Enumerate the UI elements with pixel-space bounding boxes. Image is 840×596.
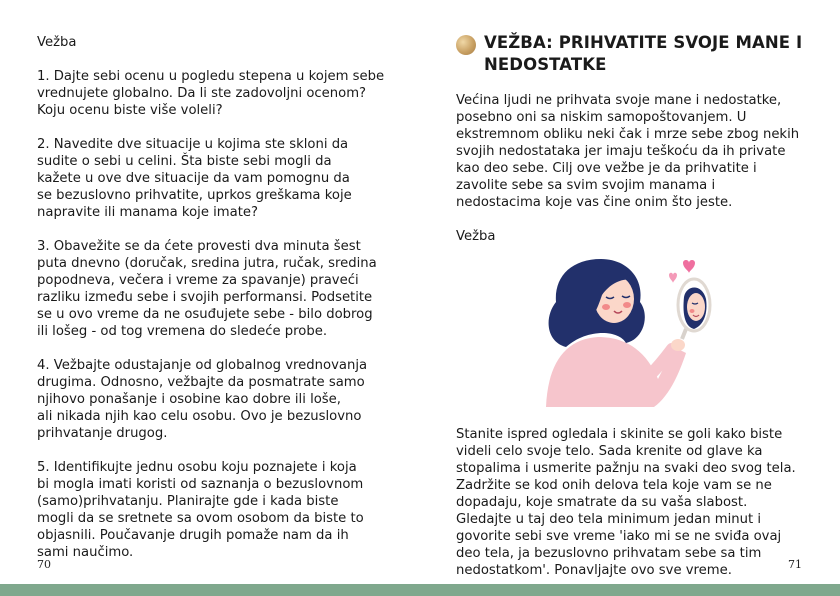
gold-bullet-icon <box>456 35 476 55</box>
bottom-color-bar <box>0 584 840 596</box>
page-number-left: 70 <box>37 558 51 571</box>
left-page <box>0 0 420 584</box>
exercise-label-left: Vežba <box>37 35 77 50</box>
intro-paragraph: Većina ljudi ne prihvata svoje mane i nedostatke, posebno oni sa niskim samopoštovanjem. U ekstremnom obliku neki čak i mrze sebe zbog nekih svojih nedostataka jer imaju teškoću da ih private kao deo sebe. Cilj ove vežbe je da prihvatite i zavolite sebe sa svim svojim manama i nedostacima koje vas čine onim što jeste. <box>456 93 800 210</box>
right-column <box>456 32 806 579</box>
page-number-right: 71 <box>788 558 802 571</box>
section-heading: VEŽBA: PRIHVATITE SVOJE MANE I NEDOSTATKE <box>484 33 803 74</box>
section-heading-row <box>456 32 806 76</box>
heart-icon <box>683 260 695 273</box>
left-column <box>37 34 397 561</box>
exercise-item-2: 2. Navedite dve situacije u kojima ste skloni da sudite o sebi u celini. Šta biste sebi mogli da kažete u ove dve situacije da vam pomognu da se bezuslovno prihvatite, uprkos greškama koje napravite ili manama koje imate? <box>37 137 352 220</box>
right-page <box>420 0 840 584</box>
heart-icon <box>669 273 677 283</box>
exercise-label-right: Vežba <box>456 229 496 244</box>
sweater-shape <box>546 337 686 407</box>
exercise-item-1: 1. Dajte sebi ocenu u pogledu stepena u kojem sebe vrednujete globalno. Da li ste zadovoljni ocenom? Koju ocenu biste više voleli? <box>37 69 385 118</box>
exercise-body: Stanite ispred ogledala i skinite se goli kako biste videli celo svoje telo. Sada krenite od glave ka stopalima i usmerite pažnju na svaki deo svog tela. Zadržite se kod onih delova tela koje vam se ne dopadaju, koje smatrate da su vaša slabost. Gledajte u taj deo tela minimum jedan minut i govorite sebi sve vreme 'iako mi se ne sviđa ovaj deo tela, ja bezuslovno prihvatam sebe sa tim nedostatkom'. Ponavljajte ovo sve vreme. <box>456 427 796 578</box>
exercise-item-5: 5. Identifikujte jednu osobu koju poznajete i koja bi mogla imati koristi od saznanja o bezuslovnom (samo)prihvatanju. Planirajte gde i kada biste mogli da se sretnete sa ovom osobom da biste to objasnili. Poučavanje drugih pomaže nam da ih sami naučimo. <box>37 460 364 560</box>
exercise-item-4: 4. Vežbajte odustajanje od globalnog vrednovanja drugima. Odnosno, vežbajte da posmatrate samo njihovo ponašanje i osobine kao dobre ili loše, ali nikada njih kao celu osobu. Ovo je bezuslovno prihvatanje drugog. <box>37 358 368 441</box>
exercise-item-3: 3. Obavežite se da ćete provesti dva minuta šest puta dnevno (doručak, sredina jutra, ručak, sredina popodneva, večera i vreme za spavanje) praveći razliku između sebe i svojih performansi. Podsetite se u ovo vreme da ne osuđujete sebe - bilo dobrog ili lošeg - od tog vremena do sledeće probe. <box>37 239 377 339</box>
woman-mirror-illustration <box>526 247 726 412</box>
